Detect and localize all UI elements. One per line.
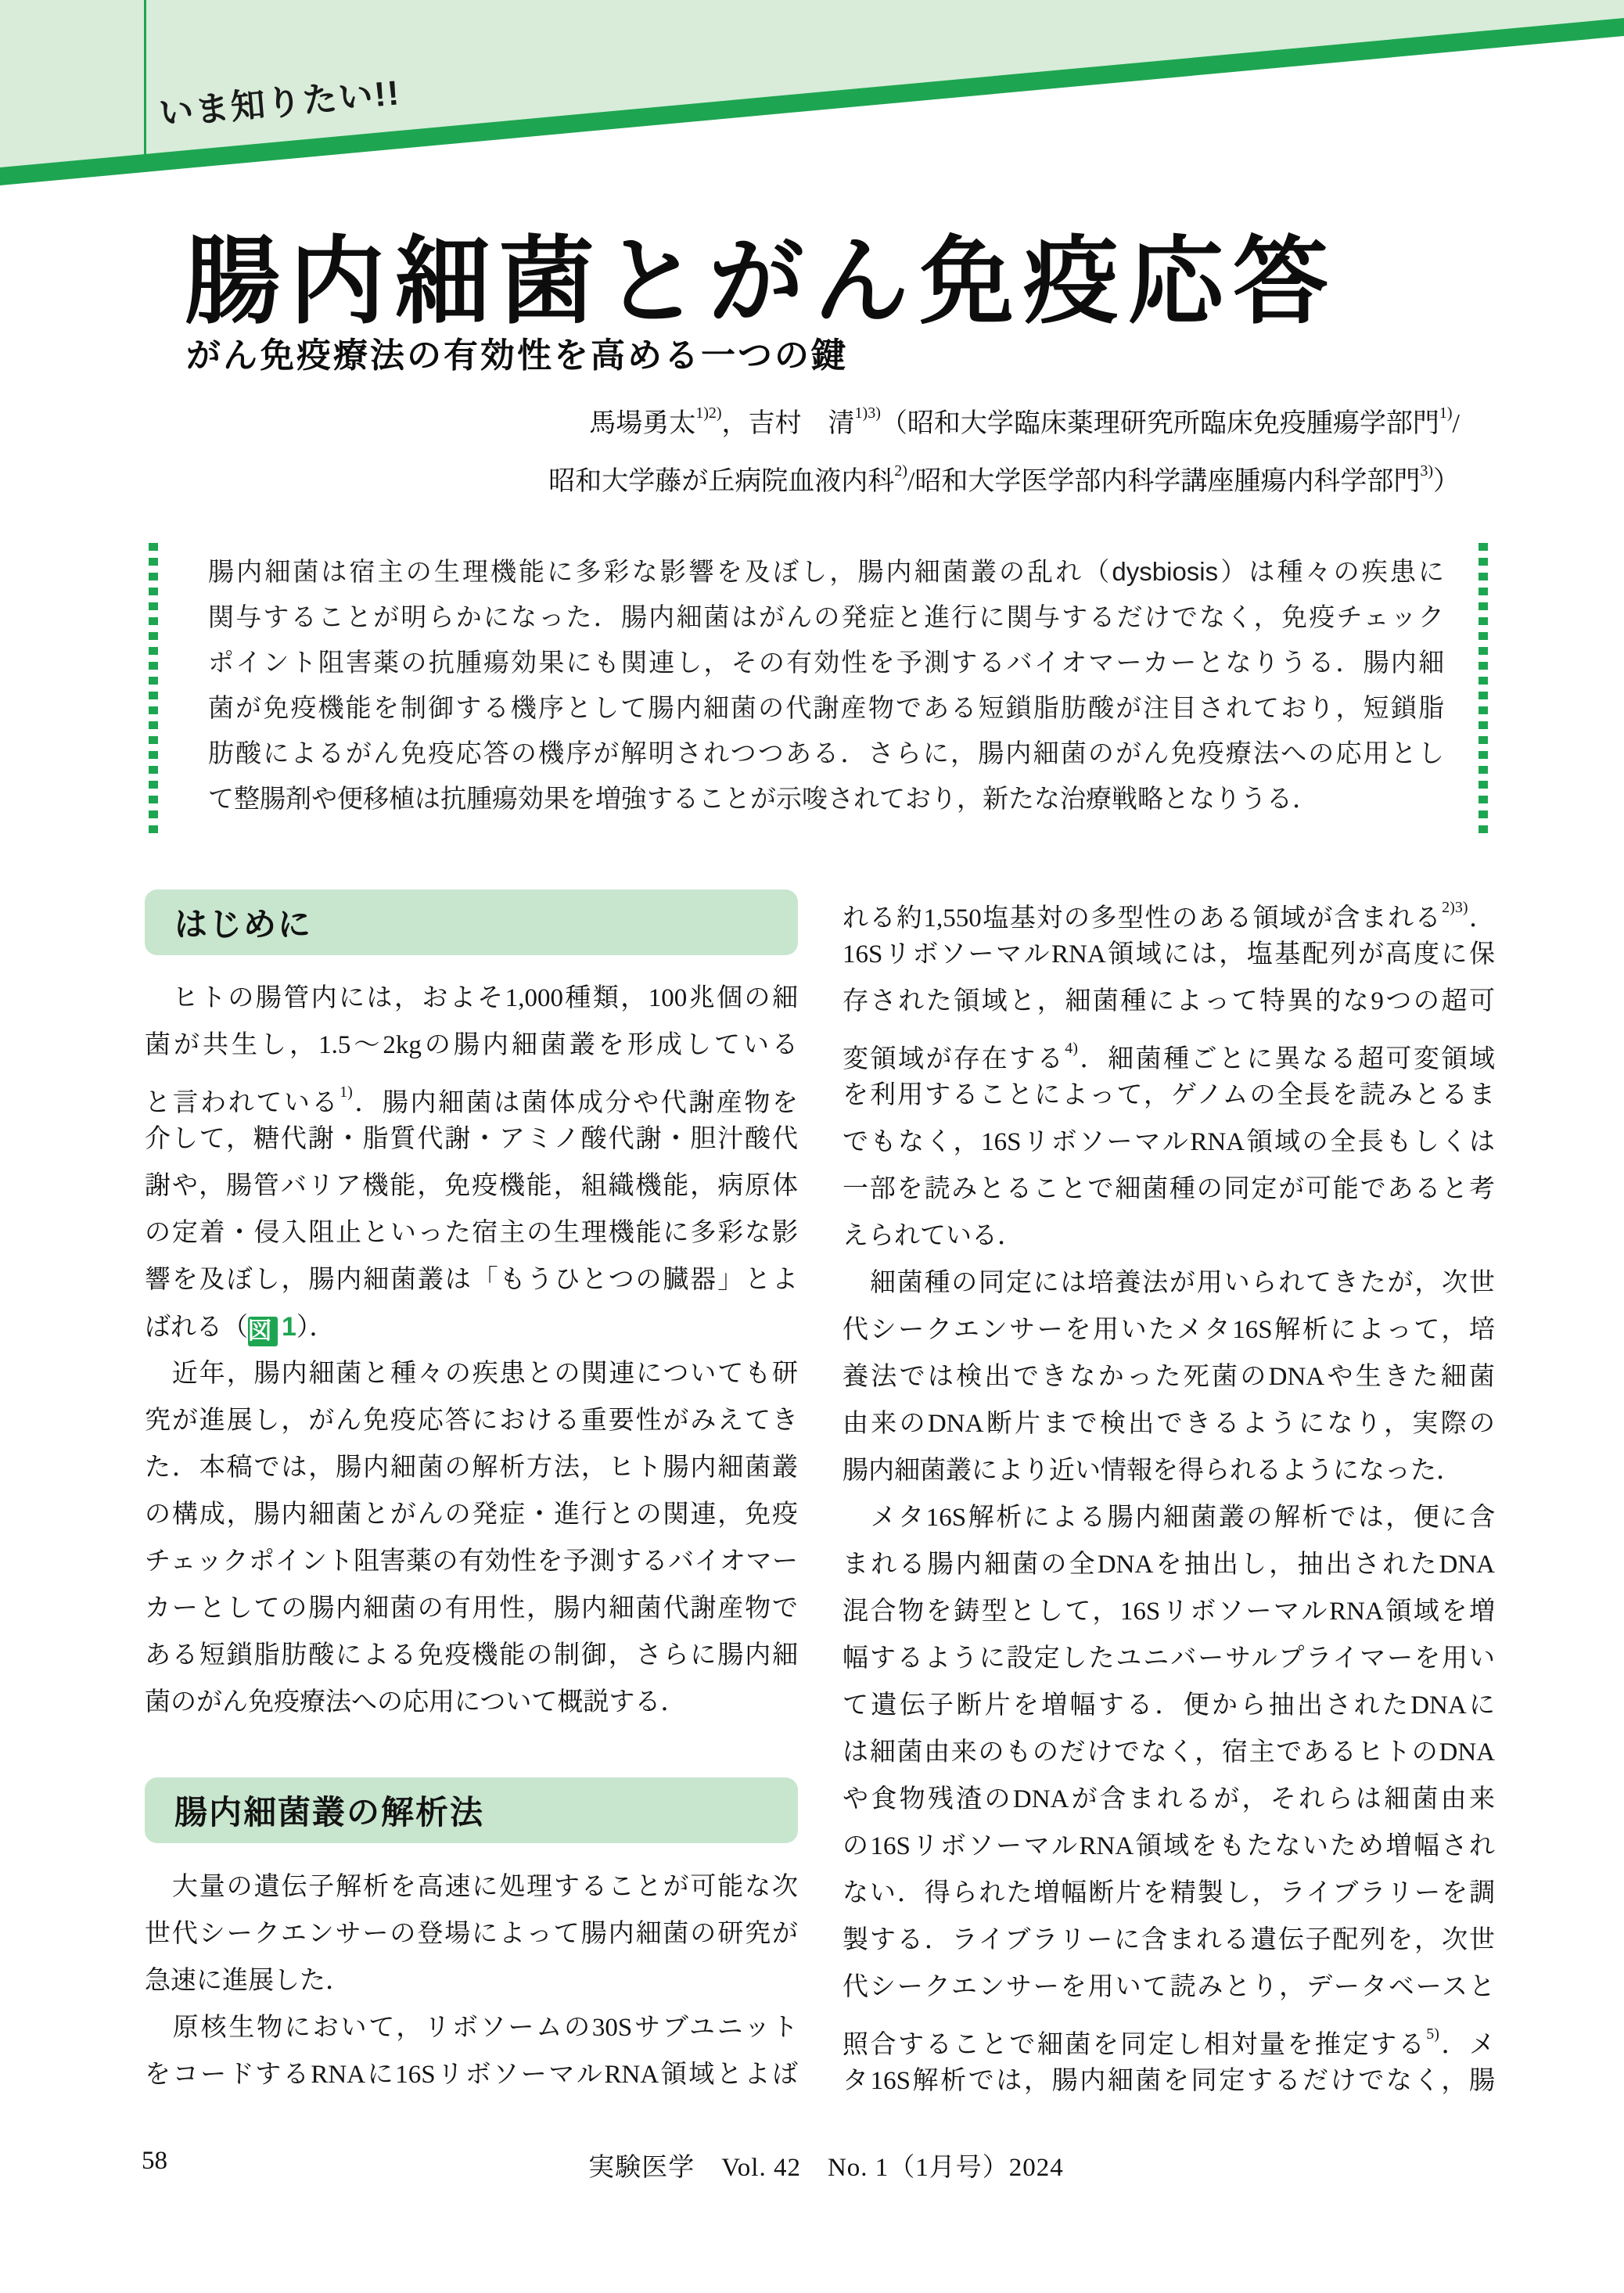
- section-2-body: [145, 1864, 798, 2098]
- text-line: ある短鎖脂肪酸による免疫機能の制御，さらに腸内細: [145, 1641, 798, 1669]
- text-line: 世代シークエンサーの登場によって腸内細菌の研究が: [145, 1920, 798, 1948]
- article-title: 腸内細菌とがん免疫応答: [185, 230, 1338, 336]
- reference-superscript: 3): [1420, 462, 1433, 480]
- text-line: 菌が免疫機能を制御する機序として腸内細菌の代謝産物である短鎖脂肪酸が注目されており，短鎖脂: [208, 693, 1444, 722]
- figure-number: 1: [282, 1312, 296, 1342]
- text-line: タ16S解析では，腸内細菌を同定するだけでなく，腸: [843, 2067, 1495, 2095]
- reference-superscript: 1): [1439, 404, 1453, 422]
- reference-superscript: 2)3): [1442, 899, 1468, 916]
- abstract-box: [149, 543, 1488, 834]
- text-line: 究が進展し，がん免疫応答における重要性がみえてき: [145, 1407, 798, 1435]
- text-line: えられている．: [843, 1222, 1023, 1250]
- text-line: の構成，腸内細菌とがんの発症・進行との関連，免疫: [145, 1501, 798, 1529]
- text-line: 代シークエンサーを用いて読みとり，データベースと: [843, 1973, 1495, 2001]
- text-line: の定着・侵入阻止といった宿主の生理機能に多彩な影: [145, 1219, 798, 1247]
- text-line: 由来のDNA断片まで検出できるようになり，実際の: [843, 1410, 1495, 1438]
- text-line: 16SリボソーマルRNA領域には，塩基配列が高度に保: [843, 940, 1495, 969]
- text-line: は細菌由来のものだけでなく，宿主であるヒトのDNA: [843, 1738, 1495, 1766]
- text-line: 関与することが明らかになった．腸内細菌はがんの発症と進行に関与するだけでなく，免疫チェック: [208, 602, 1444, 631]
- author-line-1: 馬場勇太$^{1)2)}$，吉村 清$^{1)3)}$（昭和大学臨床薬理研究所臨床免疫腫瘍学部門$^{1)}$/: [589, 404, 1460, 438]
- figure-1-reference: [248, 1303, 296, 1350]
- text-line: 養法では検出できなかった死菌のDNAや生きた細菌: [843, 1363, 1495, 1391]
- reference-superscript: 1)3): [854, 404, 881, 422]
- figure-icon: 図: [248, 1317, 278, 1346]
- text-line: て遺伝子断片を増幅する．便から抽出されたDNAに: [843, 1691, 1495, 1720]
- text-line: をコードするRNAに16SリボソーマルRNA領域とよば: [145, 2061, 798, 2089]
- text-line: 製する．ライブラリーに含まれる遺伝子配列を，次世: [843, 1926, 1495, 1954]
- text-line: 近年，腸内細菌と種々の疾患との関連についても研: [145, 1360, 798, 1388]
- text-line: て整腸剤や便移植は抗腫瘍効果を増強することが示唆されており，新たな治療戦略となりうる．: [208, 784, 1318, 813]
- series-label: いま知りたい!!: [157, 74, 402, 134]
- text-line: 一部を読みとることで細菌種の同定が可能であると考: [843, 1175, 1495, 1203]
- text-line: 謝や，腸管バリア機能，免疫機能，組織機能，病原体: [145, 1172, 798, 1200]
- reference-superscript: 4): [1065, 1040, 1078, 1057]
- abstract-dashed-border-right: [1478, 543, 1488, 834]
- text-line: チェックポイント阻害薬の有効性を予測するバイオマー: [145, 1547, 798, 1576]
- text-line: 響を及ぼし，腸内細菌叢は「もうひとつの臓器」とよ: [145, 1266, 798, 1294]
- text-line: 腸内細菌叢により近い情報を得られるようになった．: [843, 1457, 1462, 1485]
- text-line: を利用することによって，ゲノムの全長を読みとるま: [843, 1081, 1495, 1109]
- text-line: と言われている$^{1)}$．腸内細菌は菌体成分や代謝産物を: [145, 1084, 798, 1116]
- page-number: 58: [142, 2147, 167, 2175]
- text-line: 肪酸によるがん免疫応答の機序が解明されつつある．さらに，腸内細菌のがん免疫療法への応用とし: [208, 739, 1444, 767]
- text-line: 菌が共生し，1.5～2kgの腸内細菌叢を形成している: [145, 1031, 798, 1059]
- article-subtitle: がん免疫療法の有効性を高める一つの鍵: [186, 336, 848, 375]
- text-line: 代シークエンサーを用いたメタ16S解析によって，培: [843, 1316, 1495, 1344]
- text-line: た．本稿では，腸内細菌の解析方法，ヒト腸内細菌叢: [145, 1454, 798, 1482]
- text-line: 急速に進展した．: [145, 1967, 351, 1995]
- text-line: ヒトの腸管内には，およそ1,000種類，100兆個の細: [145, 984, 798, 1012]
- text-line: 混合物を鋳型として，16SリボソーマルRNA領域を増: [843, 1598, 1495, 1626]
- abstract-dashed-border-left: [149, 543, 158, 834]
- text-line: 菌のがん免疫療法への応用について概説する．: [145, 1688, 687, 1716]
- author-line-2: 昭和大学藤が丘病院血液内科$^{2)}$/昭和大学医学部内科学講座腫瘍内科学部門$^{3)}$）: [548, 462, 1460, 496]
- reference-superscript: 1)2): [695, 404, 722, 422]
- text-line: れる約1,550塩基対の多型性のある領域が含まれる$^{2)3)}$．: [843, 899, 1495, 931]
- abstract-text: [208, 549, 1444, 821]
- text-line: カーとしての腸内細菌の有用性，腸内細菌代謝産物で: [145, 1594, 798, 1623]
- text-line: ない．得られた増幅断片を精製し，ライブラリーを調: [843, 1879, 1495, 1907]
- text-line: 変領域が存在する$^{4)}$．細菌種ごとに異なる超可変領域: [843, 1040, 1495, 1072]
- section-heading-introduction: はじめに: [145, 890, 798, 955]
- top-banner: [0, 0, 1624, 219]
- banner-vertical-rule: [144, 0, 146, 154]
- text-line: 存された領域と，細菌種によって特異的な9つの超可: [843, 987, 1495, 1015]
- left-column: [145, 890, 798, 2098]
- journal-footer: 実験医学 Vol. 42 No. 1（1月号）2024: [588, 2154, 1064, 2182]
- text-line: 幅するように設定したユニバーサルプライマーを用い: [843, 1644, 1495, 1673]
- reference-superscript: 2): [894, 462, 907, 480]
- text-line: 介して，糖代謝・脂質代謝・アミノ酸代謝・胆汁酸代: [145, 1125, 798, 1153]
- text-line: 腸内細菌は宿主の生理機能に多彩な影響を及ぼし，腸内細菌叢の乱れ（dysbiosis）は種々の疾患に: [208, 557, 1444, 586]
- text-line: 照合することで細菌を同定し相対量を推定する$^{5)}$．メ: [843, 2025, 1495, 2058]
- text-line: 原核生物において，リボソームの30Sサブユニット: [145, 2014, 798, 2042]
- section-heading-analysis-methods: 腸内細菌叢の解析法: [145, 1777, 798, 1843]
- text-line: の16SリボソーマルRNA領域をもたないため増幅され: [843, 1832, 1495, 1860]
- reference-superscript: 5): [1426, 2025, 1439, 2043]
- text-line: ポイント阻害薬の抗腫瘍効果にも関連し，その有効性を予測するバイオマーカーとなりうる．腸内細: [208, 648, 1444, 677]
- text-line: や食物残渣のDNAが含まれるが，それらは細菌由来: [843, 1785, 1495, 1813]
- section-1-body: [145, 975, 798, 1726]
- reference-superscript: 1): [340, 1084, 353, 1101]
- text-line: 大量の遺伝子解析を高速に処理することが可能な次: [145, 1873, 798, 1901]
- right-column: [843, 884, 1495, 2104]
- text-line: 細菌種の同定には培養法が用いられてきたが，次世: [843, 1269, 1495, 1297]
- author-block: [235, 390, 1460, 505]
- text-line: でもなく，16SリボソーマルRNA領域の全長もしくは: [843, 1128, 1495, 1156]
- text-line: ばれる（図 1）．: [145, 1303, 798, 1350]
- text-line: メタ16S解析による腸内細菌叢の解析では，便に含: [843, 1504, 1495, 1532]
- text-line: まれる腸内細菌の全DNAを抽出し，抽出されたDNA: [843, 1551, 1495, 1579]
